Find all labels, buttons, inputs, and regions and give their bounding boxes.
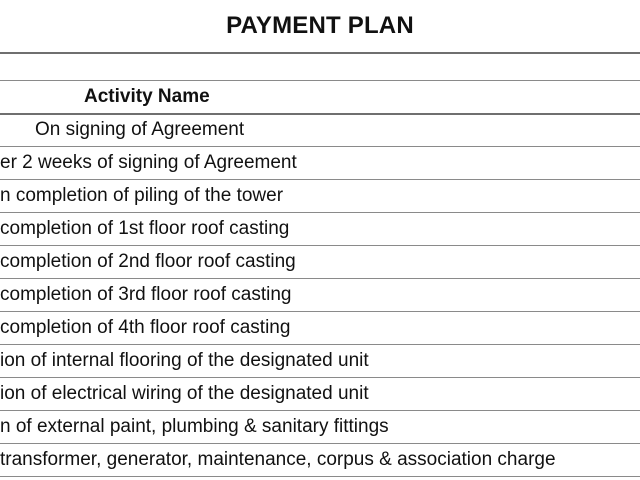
activity-cell: n completion of piling of the tower bbox=[0, 185, 284, 206]
grid-line bbox=[0, 52, 640, 54]
activity-cell: ion of internal flooring of the designated unit bbox=[0, 350, 369, 371]
table-row bbox=[0, 147, 640, 179]
table-row bbox=[0, 180, 640, 212]
table-row bbox=[0, 312, 640, 344]
table-row bbox=[0, 378, 640, 410]
activity-cell: transformer, generator, maintenance, corpus & association charge bbox=[0, 449, 556, 470]
table-row bbox=[0, 411, 640, 443]
page-title: PAYMENT PLAN bbox=[226, 12, 414, 39]
activity-cell: completion of 3rd floor roof casting bbox=[0, 284, 292, 305]
activity-cell: n of external paint, plumbing & sanitary fittings bbox=[0, 416, 389, 437]
table-row bbox=[0, 279, 640, 311]
table-row bbox=[0, 114, 640, 146]
activity-cell: completion of 1st floor roof casting bbox=[0, 218, 290, 239]
table-row bbox=[0, 246, 640, 278]
table-row bbox=[0, 345, 640, 377]
activity-cell: er 2 weeks of signing of Agreement bbox=[0, 152, 297, 173]
activity-cell: On signing of Agreement bbox=[35, 119, 245, 140]
table-row bbox=[0, 213, 640, 245]
grid-line bbox=[0, 476, 640, 477]
activity-cell: completion of 4th floor roof casting bbox=[0, 317, 291, 338]
activity-cell: ion of electrical wiring of the designated unit bbox=[0, 383, 369, 404]
table-row bbox=[0, 444, 640, 476]
activity-cell: completion of 2nd floor roof casting bbox=[0, 251, 296, 272]
table-header-row bbox=[0, 81, 640, 113]
activity-name-header: Activity Name bbox=[84, 86, 210, 107]
